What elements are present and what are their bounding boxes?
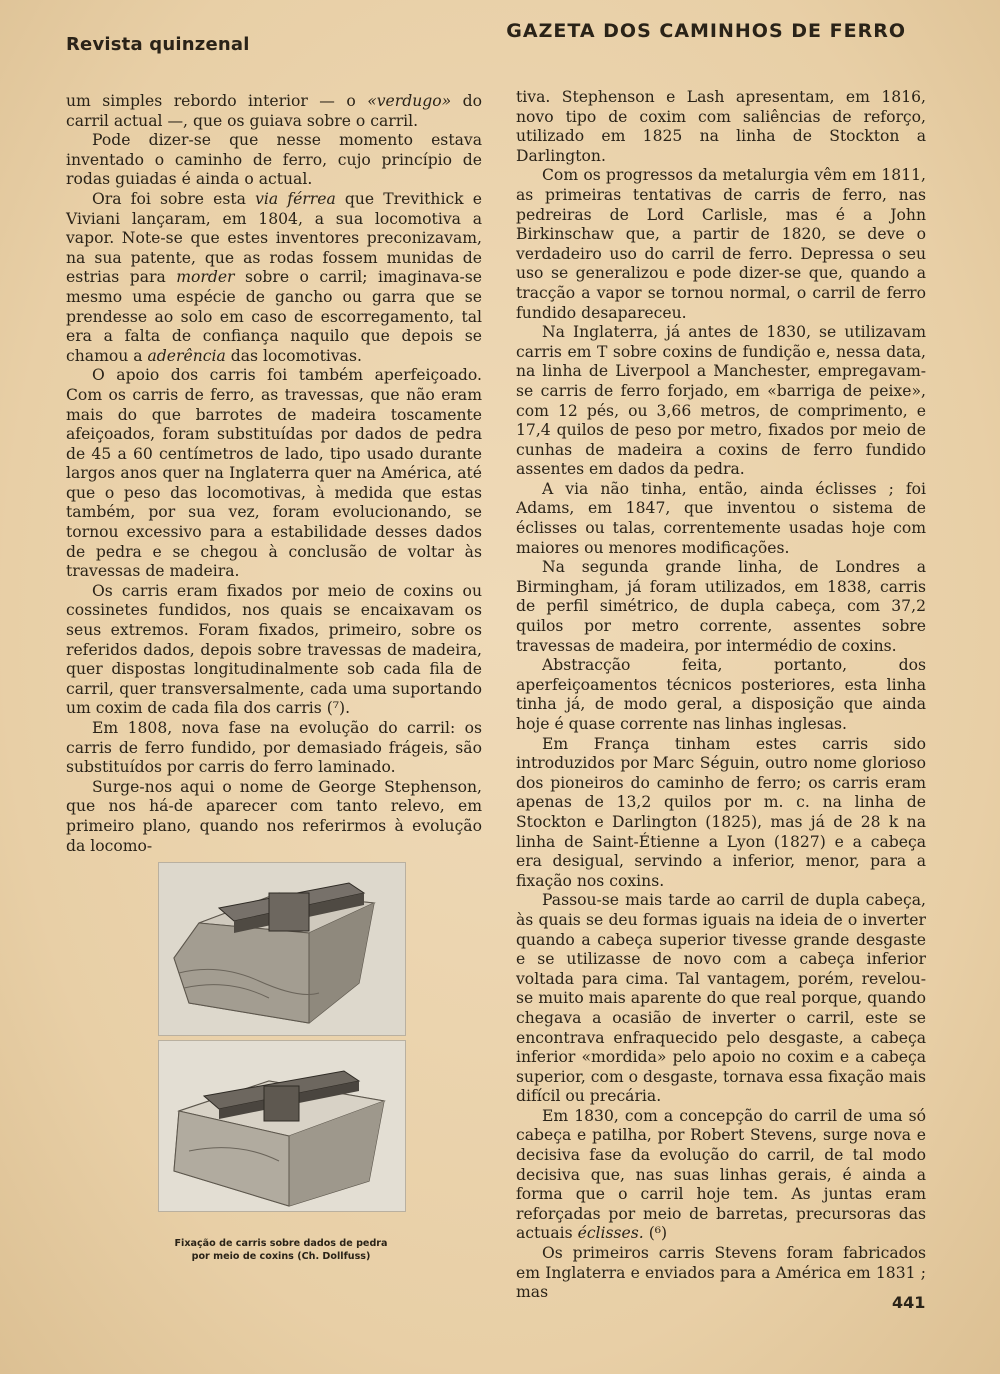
paragraph: [516, 166, 926, 323]
paragraph: [66, 366, 482, 582]
text-run: Com os progressos da metalurgia vêm em 1811, as primeiras tentativas de carris de ferro, nas pedreiras de Lord Carlisle, mas é a John Birkinschaw que, a partir de 1820, se deve o verdadeiro uso do carril de ferro. Depressa o seu uso se generalizou e pode dizer-se que, quando a tracção a vapor se tornou normal, o carril de ferro fundido desapareceu.: [516, 166, 926, 322]
rail-chair-illustration: [159, 863, 405, 1035]
text-run: Em 1808, nova fase na evolução do carril: os carris de ferro fundido, por demasiado frágeis, são substituídos por carris do ferro laminado.: [66, 719, 482, 777]
text-run: das locomotivas.: [225, 346, 362, 365]
text-run: um simples rebordo interior — o: [66, 92, 368, 110]
rail-chair-illustration: [159, 1041, 405, 1211]
paragraph: [516, 735, 926, 892]
italic-text: via férrea: [255, 189, 336, 208]
paragraph: [516, 891, 926, 1107]
header-right: GAZETA DOS CAMINHOS DE FERRO: [506, 20, 906, 42]
text-run: Passou-se mais tarde ao carril de dupla cabeça, às quais se deu formas iguais na ideia de o inverter quando a cabeça superior tivesse grande desgaste e se utilizasse de novo com a cabeça inferior voltada para cima. Tal vantagem, porém, revelou-se muito mais aparente do que real porque, quando chegava a ocasião de inverter o carril, este se encontrava enfraquecido pelo desgaste, a cabeça inferior «mordida» pelo apoio no coxim e a cabeça superior, com o desgaste, tornava essa fixação mais difícil ou precária.: [516, 891, 926, 1106]
paragraph: [516, 1244, 926, 1303]
paragraph: [66, 131, 482, 190]
text-run: Pode dizer-se que nesse momento estava inventado o caminho de ferro, cujo princípio de rodas guiadas é ainda o actual.: [66, 131, 482, 189]
paragraph: [516, 480, 926, 558]
header-left: Revista quinzenal: [66, 34, 250, 55]
paragraph: [66, 92, 482, 131]
paragraph: [66, 778, 482, 856]
text-run: Os primeiros carris Stevens foram fabricados em Inglaterra e enviados para a América em 1831 ; mas: [516, 1244, 926, 1302]
figure-caption: [150, 1238, 412, 1263]
figure-caption-line-2: por meio de coxins (Ch. Dollfuss): [191, 1250, 371, 1262]
text-run: A via não tinha, então, ainda éclisses ; foi Adams, em 1847, que inventou o sistema de éclisses ou talas, correntemente usadas hoje com maiores ou menores modificações.: [516, 479, 926, 557]
paragraph: [516, 558, 926, 656]
left-column: [66, 92, 482, 856]
text-run: Surge-nos aqui o nome de George Stephenson, que nos há-de aparecer com tanto relevo, em primeiro plano, quando nos referirmos à evolução da locomo-: [66, 777, 482, 855]
text-run: Na segunda grande linha, de Londres a Birmingham, já foram utilizados, em 1838, carris de perfil simétrico, de dupla cabeça, com 37,2 quilos por metro corrente, assentes sobre travessas de madeira, por intermédio de coxins.: [516, 558, 926, 655]
paragraph: [516, 1107, 926, 1244]
italic-text: aderência: [147, 346, 226, 365]
text-run: O apoio dos carris foi também aperfeiçoado. Com os carris de ferro, as travessas, que não eram mais do que barrotes de madeira toscamente afeiçoados, foram substituídas por dados de pedra de 45 a 60 centímetros de lado, tipo usado durante largos anos quer na Inglaterra quer na América, até que o peso das locomotivas, à medida que estas também, por sua vez, foram evolucionando, se tornou excessivo para a estabilidade desses dados de pedra e se chegou à conclusão de voltar às travessas de madeira.: [66, 366, 482, 581]
text-run: Em França tinham estes carris sido introduzidos por Marc Séguin, outro nome glorioso dos pioneiros do caminho de ferro; os carris eram apenas de 13,2 quilos por m. c. na linha de Stockton e Darlington (1825), mas já de 28 k na linha de Saint-Étienne a Lyon (1827) e a cabeça era desigual, servindo a inferior, menor, para a fixação nos coxins.: [516, 734, 926, 890]
text-run: que Trevithick e Viviani lançaram, em 1804, a sua locomotiva a vapor. Note-se que estes inventores preconizavam, na sua patente, que as rodas fossem munidas de estrias para: [66, 189, 483, 287]
paragraph: [66, 582, 482, 719]
figure-stone-block-top: [158, 862, 406, 1036]
text-run: Na Inglaterra, já antes de 1830, se utilizavam carris em T sobre coxins de fundição e, nessa data, na linha de Liverpool a Manchester, empregavam-se carris de ferro forjado, em «barriga de peixe», com 12 pés, ou 3,66 metros, de comprimento, e 17,4 quilos de peso por metro, fixados por meio de cunhas de madeira a coxins de ferro fundido assentes em dados da pedra.: [516, 323, 926, 479]
text-run: (⁶): [643, 1224, 668, 1243]
page-number: 441: [892, 1293, 926, 1312]
paragraph: [516, 88, 926, 166]
text-run: Ora foi sobre esta: [92, 189, 256, 208]
right-column: [516, 88, 926, 1303]
text-run: do carril actual —, que os guiava sobre o carril.: [66, 92, 482, 130]
italic-text: éclisses.: [577, 1224, 644, 1243]
paragraph: [516, 656, 926, 734]
italic-text: «verdugo»: [367, 92, 452, 110]
text-run: Abstracção feita, portanto, dos aperfeiçoamentos técnicos posteriores, esta linha tinha já, de modo geral, a disposição que ainda hoje é quase corrente nas linhas inglesas.: [516, 656, 926, 733]
figure-caption-line-1: Fixação de carris sobre dados de pedra: [174, 1238, 388, 1249]
text-run: tiva. Stephenson e Lash apresentam, em 1816, novo tipo de coxim com saliências de reforço, utilizado em 1825 na linha de Stockton a Darlington.: [516, 88, 926, 165]
text-run: sobre o carril; imaginava-se mesmo uma espécie de gancho ou garra que se prendesse ao solo em caso de escorregamento, tal era a falta de confiança naquilo que depois se chamou a: [66, 268, 482, 365]
figure-stone-block-bottom: [158, 1040, 406, 1212]
paragraph: [66, 190, 482, 366]
paragraph: [516, 323, 926, 480]
text-run: Em 1830, com a concepção do carril de uma só cabeça e patilha, por Robert Stevens, surge nova e decisiva fase da evolução do carril, de tal modo decisiva que, nas suas linhas gerais, é ainda a forma que o carril hoje tem. As juntas eram reforçadas por meio de barretas, precursoras das actuais: [516, 1106, 926, 1243]
italic-text: morder: [176, 268, 235, 287]
paragraph: [66, 719, 482, 778]
text-run: Os carris eram fixados por meio de coxins ou cossinetes fundidos, nos quais se encaixavam os seus extremos. Foram fixados, primeiro, sobre os referidos dados, depois sobre travessas de madeira, quer dispostas longitudinalmente sob cada fila de carril, quer transversalmente, cada uma suportando um coxim de cada fila dos carris (⁷).: [66, 581, 482, 718]
